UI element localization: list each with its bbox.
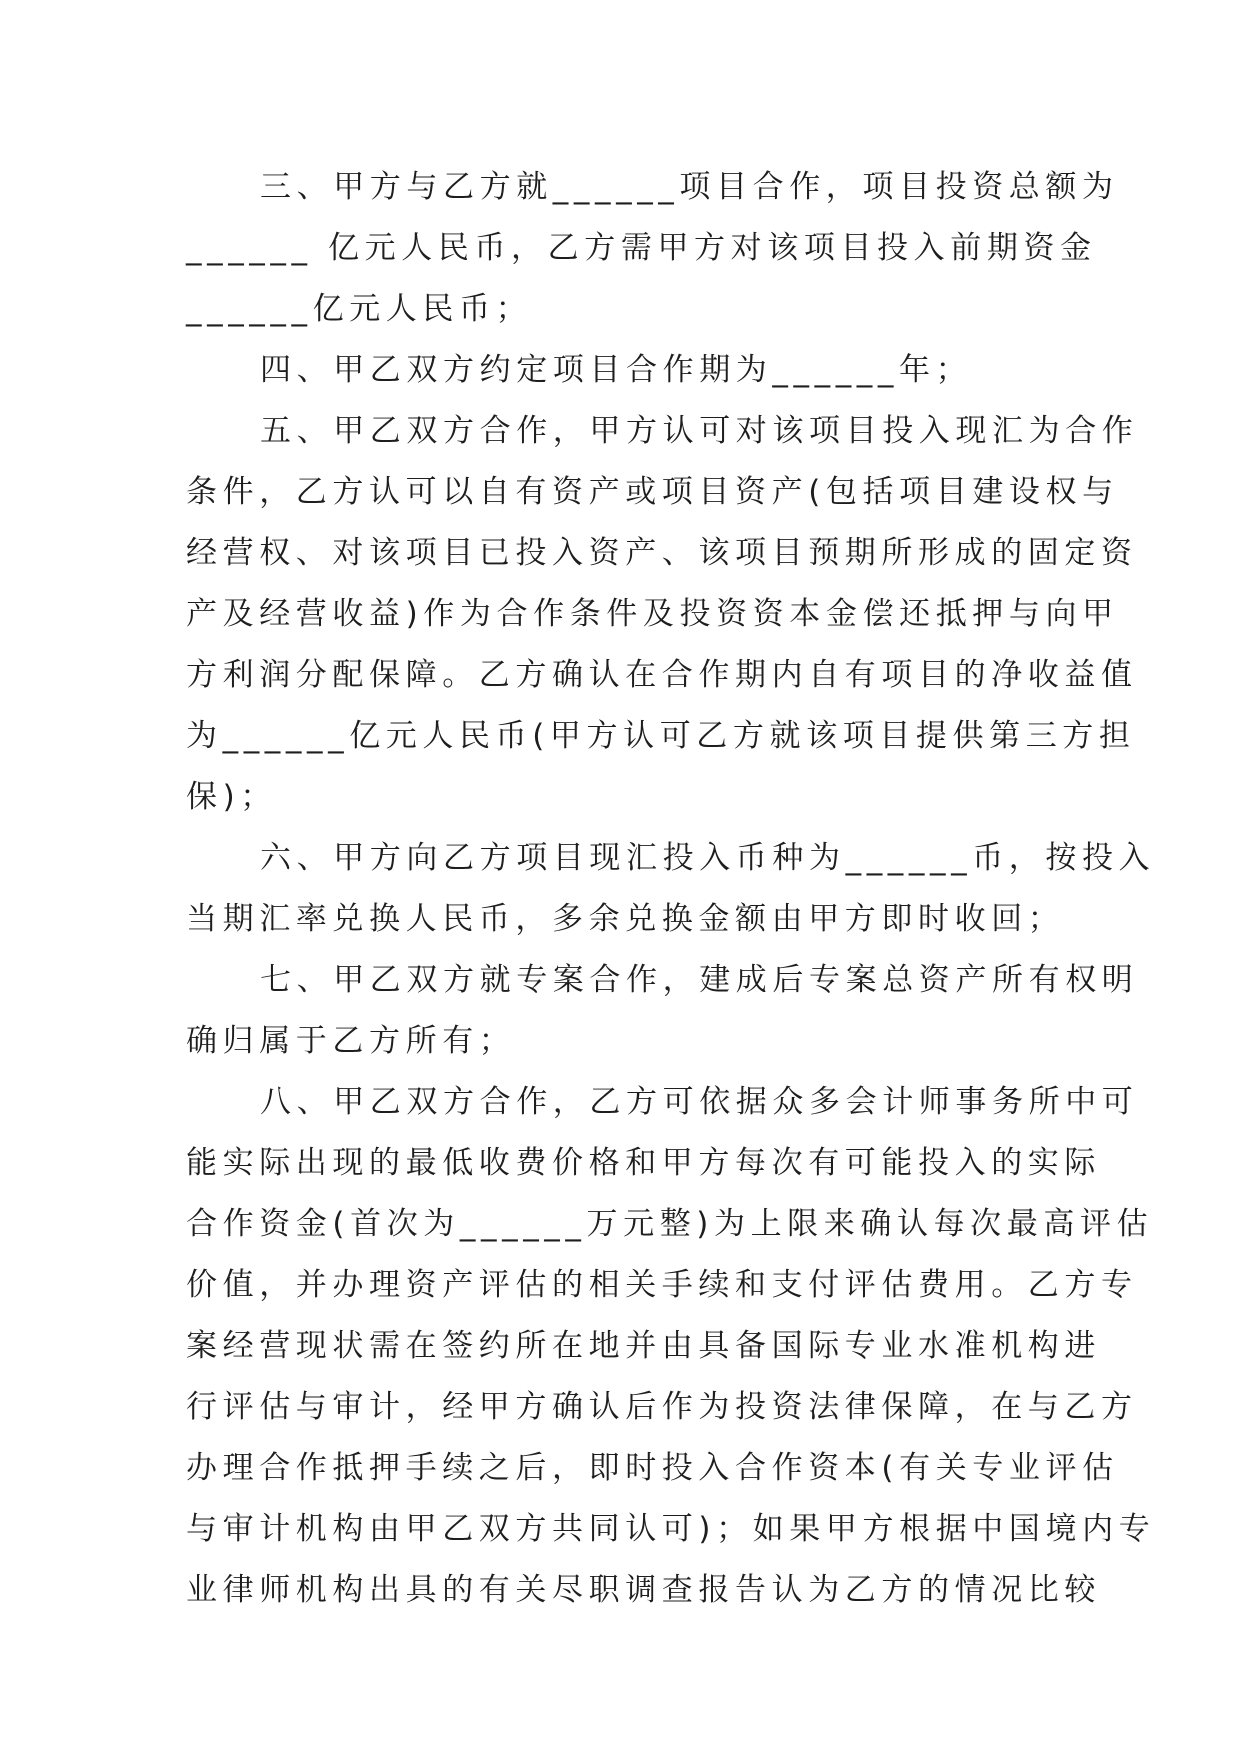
clause-8-line-2: 能实际出现的最低收费价格和甲方每次有可能投入的实际 bbox=[186, 1145, 1101, 1181]
clause-5-line-7: 保)； bbox=[186, 779, 277, 815]
clause-8-line-3: 合作资金(首次为______万元整)为上限来确认每次最高评估 bbox=[186, 1206, 1154, 1242]
clause-8-line-9: 业律师机构出具的有关尽职调查报告认为乙方的情况比较 bbox=[186, 1572, 1101, 1608]
clause-8-line-8: 与审计机构由甲乙双方共同认可)；如果甲方根据中国境内专 bbox=[186, 1511, 1156, 1547]
clause-7-line-2: 确归属于乙方所有； bbox=[186, 1023, 516, 1059]
clause-8-line-6: 行评估与审计，经甲方确认后作为投资法律保障，在与乙方 bbox=[186, 1389, 1138, 1425]
clause-5-line-6: 为______亿元人民币(甲方认可乙方就该项目提供第三方担 bbox=[186, 718, 1136, 754]
clause-7-line-1: 七、甲乙双方就专案合作，建成后专案总资产所有权明 bbox=[260, 962, 1139, 998]
clause-5-line-4: 产及经营收益)作为合作条件及投资资本金偿还抵押与向甲 bbox=[186, 596, 1119, 632]
contract-text bbox=[186, 157, 1156, 1621]
clause-4-line-1: 四、甲乙双方约定项目合作期为______年； bbox=[260, 352, 973, 388]
clause-8-line-7: 办理合作抵押手续之后，即时投入合作资本(有关专业评估 bbox=[186, 1450, 1119, 1486]
clause-8-line-4: 价值，并办理资产评估的相关手续和支付评估费用。乙方专 bbox=[186, 1267, 1138, 1303]
clause-6-line-2: 当期汇率兑换人民币，多余兑换金额由甲方即时收回； bbox=[186, 901, 1065, 937]
clause-6-line-1: 六、甲方向乙方项目现汇投入币种为______币，按投入 bbox=[260, 840, 1156, 876]
clause-3-line-2: ______ 亿元人民币，乙方需甲方对该项目投入前期资金 bbox=[186, 230, 1097, 266]
clause-3-line-3: ______亿元人民币； bbox=[186, 291, 533, 327]
clause-8-line-5: 案经营现状需在签约所在地并由具备国际专业水准机构进 bbox=[186, 1328, 1101, 1364]
clause-5-line-3: 经营权、对该项目已投入资产、该项目预期所形成的固定资 bbox=[186, 535, 1138, 571]
clause-3-line-1: 三、甲方与乙方就______项目合作，项目投资总额为 bbox=[260, 169, 1119, 205]
clause-5-line-2: 条件，乙方认可以自有资产或项目资产(包括项目建设权与 bbox=[186, 474, 1119, 510]
clause-8-line-1: 八、甲乙双方合作，乙方可依据众多会计师事务所中可 bbox=[260, 1084, 1139, 1120]
clause-5-line-5: 方利润分配保障。乙方确认在合作期内自有项目的净收益值 bbox=[186, 657, 1138, 693]
clause-5-line-1: 五、甲乙双方合作，甲方认可对该项目投入现汇为合作 bbox=[260, 413, 1139, 449]
